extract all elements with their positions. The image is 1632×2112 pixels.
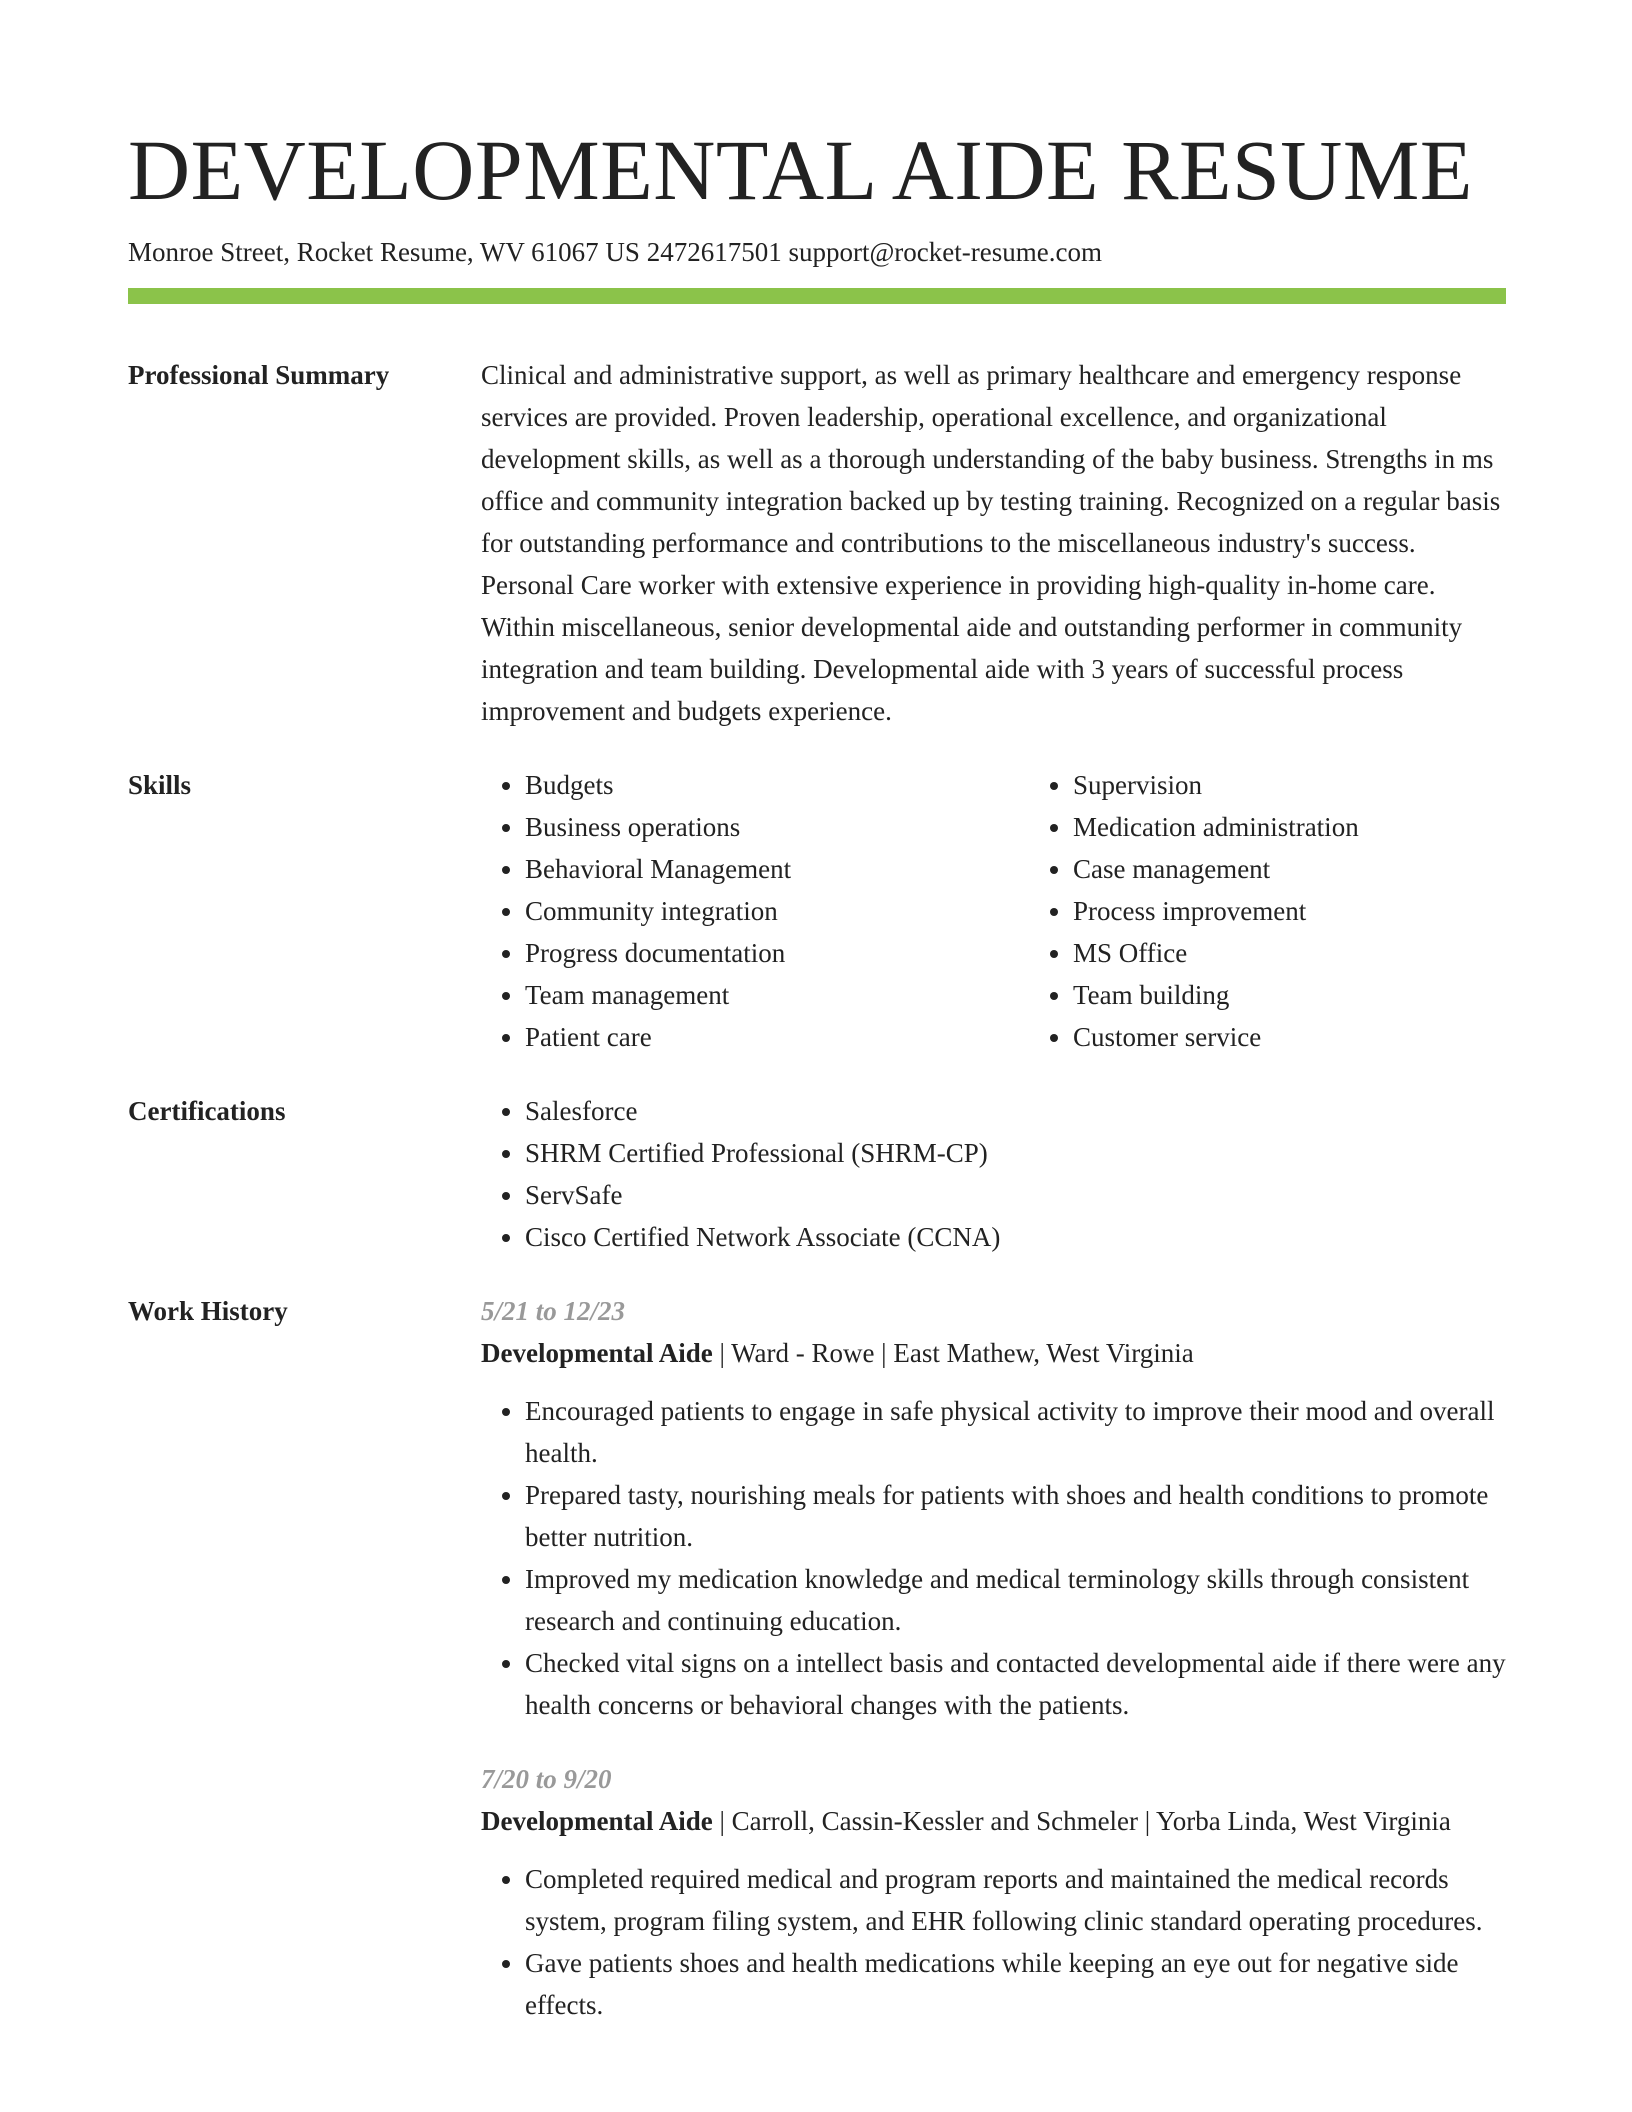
job-bullets — [481, 1390, 1506, 1726]
job-title: Developmental Aide — [481, 1338, 713, 1368]
skills-heading: Skills — [128, 770, 192, 800]
skill-item: • MS Office — [1073, 932, 1577, 974]
work-history-heading: Work History — [128, 1296, 288, 1326]
summary-heading: Professional Summary — [128, 360, 390, 390]
skills-section — [128, 764, 1506, 1058]
certifications-list — [481, 1090, 1506, 1258]
job-entry — [481, 1758, 1506, 2026]
skill-item: • Case management — [1073, 848, 1577, 890]
job-bullet: • Gave patients shoes and health medications while keeping an eye out for negative side effects. — [525, 1942, 1506, 2026]
certification-item: • Cisco Certified Network Associate (CCNA) — [525, 1216, 1506, 1258]
skills-list-left — [481, 764, 1029, 1058]
job-entry — [481, 1290, 1506, 1726]
skill-item: • Community integration — [525, 890, 1029, 932]
job-bullet: • Completed required medical and program reports and maintained the medical records system, program filing system, and EHR following clinic standard operating procedures. — [525, 1858, 1506, 1942]
header-divider — [128, 288, 1506, 304]
job-title: Developmental Aide — [481, 1806, 713, 1836]
certification-item: • Salesforce — [525, 1090, 1506, 1132]
job-details: | Carroll, Cassin-Kessler and Schmeler | Yorba Linda, West Virginia — [712, 1806, 1451, 1836]
certification-item: • ServSafe — [525, 1174, 1506, 1216]
skill-item: • Team management — [525, 974, 1029, 1016]
skill-item: • Team building — [1073, 974, 1577, 1016]
work-history-section — [128, 1290, 1506, 2026]
skill-item: • Process improvement — [1073, 890, 1577, 932]
skill-item: • Supervision — [1073, 764, 1577, 806]
job-bullet: • Checked vital signs on a intellect basis and contacted developmental aide if there were any health concerns or behavioral changes with the patients. — [525, 1642, 1506, 1726]
job-dates: 7/20 to 9/20 — [481, 1764, 612, 1794]
summary-text: Clinical and administrative support, as well as primary healthcare and emergency response services are provided. Proven leadership, operational excellence, and organizational development skills, as well as a thorough understanding of the baby business. Strengths in ms office and community integration backed up by testing training. Recognized on a regular basis for outstanding performance and contributions to the miscellaneous industry's success. Personal Care worker with extensive experience in providing high-quality in-home care. Within miscellaneous, senior developmental aide and outstanding performer in community integration and team building. Developmental aide with 3 years of successful process improvement and budgets experience. — [481, 360, 1501, 726]
job-bullet: • Prepared tasty, nourishing meals for patients with shoes and health conditions to promote better nutrition. — [525, 1474, 1506, 1558]
job-bullets — [481, 1858, 1506, 2026]
resume-title: DEVELOPMENTAL AIDE RESUME — [128, 122, 1473, 218]
certifications-heading: Certifications — [128, 1096, 286, 1126]
summary-section — [128, 354, 1506, 732]
skill-item: • Patient care — [525, 1016, 1029, 1058]
skill-item: • Medication administration — [1073, 806, 1577, 848]
skill-item: • Behavioral Management — [525, 848, 1029, 890]
skills-list-right — [1029, 764, 1577, 1058]
resume-page — [128, 120, 1506, 2026]
job-details: | Ward - Rowe | East Mathew, West Virginia — [712, 1338, 1194, 1368]
certifications-section — [128, 1090, 1506, 1258]
job-heading — [481, 1800, 1506, 1842]
job-bullet: • Improved my medication knowledge and medical terminology skills through consistent research and continuing education. — [525, 1558, 1506, 1642]
skill-item: • Business operations — [525, 806, 1029, 848]
certification-item: • SHRM Certified Professional (SHRM-CP) — [525, 1132, 1506, 1174]
skill-item: • Budgets — [525, 764, 1029, 806]
skill-item: • Progress documentation — [525, 932, 1029, 974]
job-bullet: • Encouraged patients to engage in safe physical activity to improve their mood and overall health. — [525, 1390, 1506, 1474]
job-dates: 5/21 to 12/23 — [481, 1296, 626, 1326]
contact-line: Monroe Street, Rocket Resume, WV 61067 US 2472617501 support@rocket-resume.com — [128, 237, 1102, 267]
job-heading — [481, 1332, 1506, 1374]
skill-item: • Customer service — [1073, 1016, 1577, 1058]
